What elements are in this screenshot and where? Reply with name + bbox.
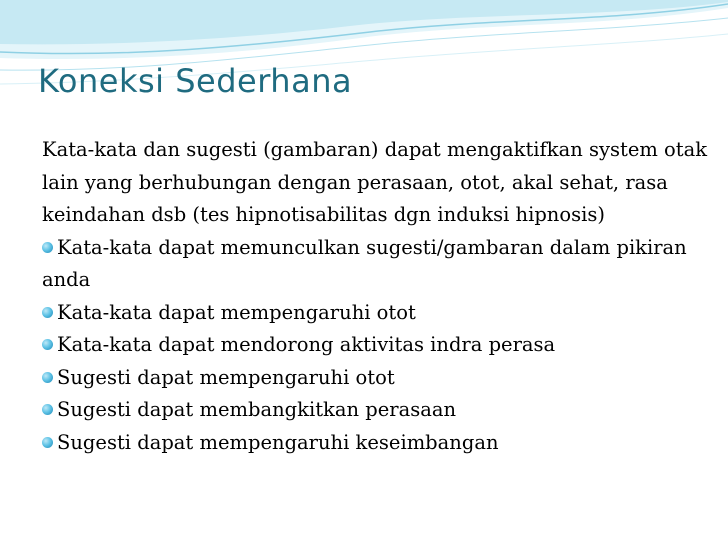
bullet-dot-icon bbox=[42, 404, 53, 415]
bullet-dot-icon bbox=[42, 339, 53, 350]
bullet-text: Kata-kata dapat mendorong aktivitas indra perasa bbox=[57, 333, 556, 356]
wave-band-mid bbox=[0, 0, 728, 44]
bullet-dot-icon bbox=[42, 372, 53, 383]
intro-paragraph: Kata-kata dan sugesti (gambaran) dapat mengaktifkan system otak lain yang berhubungan dengan perasaan, otot, akal sehat, rasa keindahan dsb (tes hipnotisabilitas dgn induksi hipnosis) bbox=[42, 138, 708, 226]
bullet-dot-icon bbox=[42, 437, 53, 448]
bullet-dot-icon bbox=[42, 307, 53, 318]
bullet-item bbox=[42, 329, 722, 362]
bullet-text: Kata-kata dapat mempengaruhi otot bbox=[57, 300, 416, 324]
slide-title: Koneksi Sederhana bbox=[38, 62, 353, 100]
bullet-dot-icon bbox=[42, 242, 53, 253]
bullet-text: Sugesti dapat membangkitkan perasaan bbox=[57, 398, 457, 421]
bullet-text: Sugesti dapat mempengaruhi otot bbox=[57, 365, 395, 389]
slide-body bbox=[42, 134, 722, 459]
bullet-item bbox=[42, 297, 722, 330]
bullet-item bbox=[42, 362, 722, 395]
bullet-text: Sugesti dapat mempengaruhi keseimbangan bbox=[57, 430, 499, 454]
bullet-item bbox=[42, 394, 722, 427]
bullet-item bbox=[42, 232, 722, 297]
bullet-text: Kata-kata dapat memunculkan sugesti/gambaran dalam pikiran anda bbox=[42, 235, 687, 291]
bullet-list bbox=[42, 232, 722, 460]
bullet-item bbox=[42, 427, 722, 460]
